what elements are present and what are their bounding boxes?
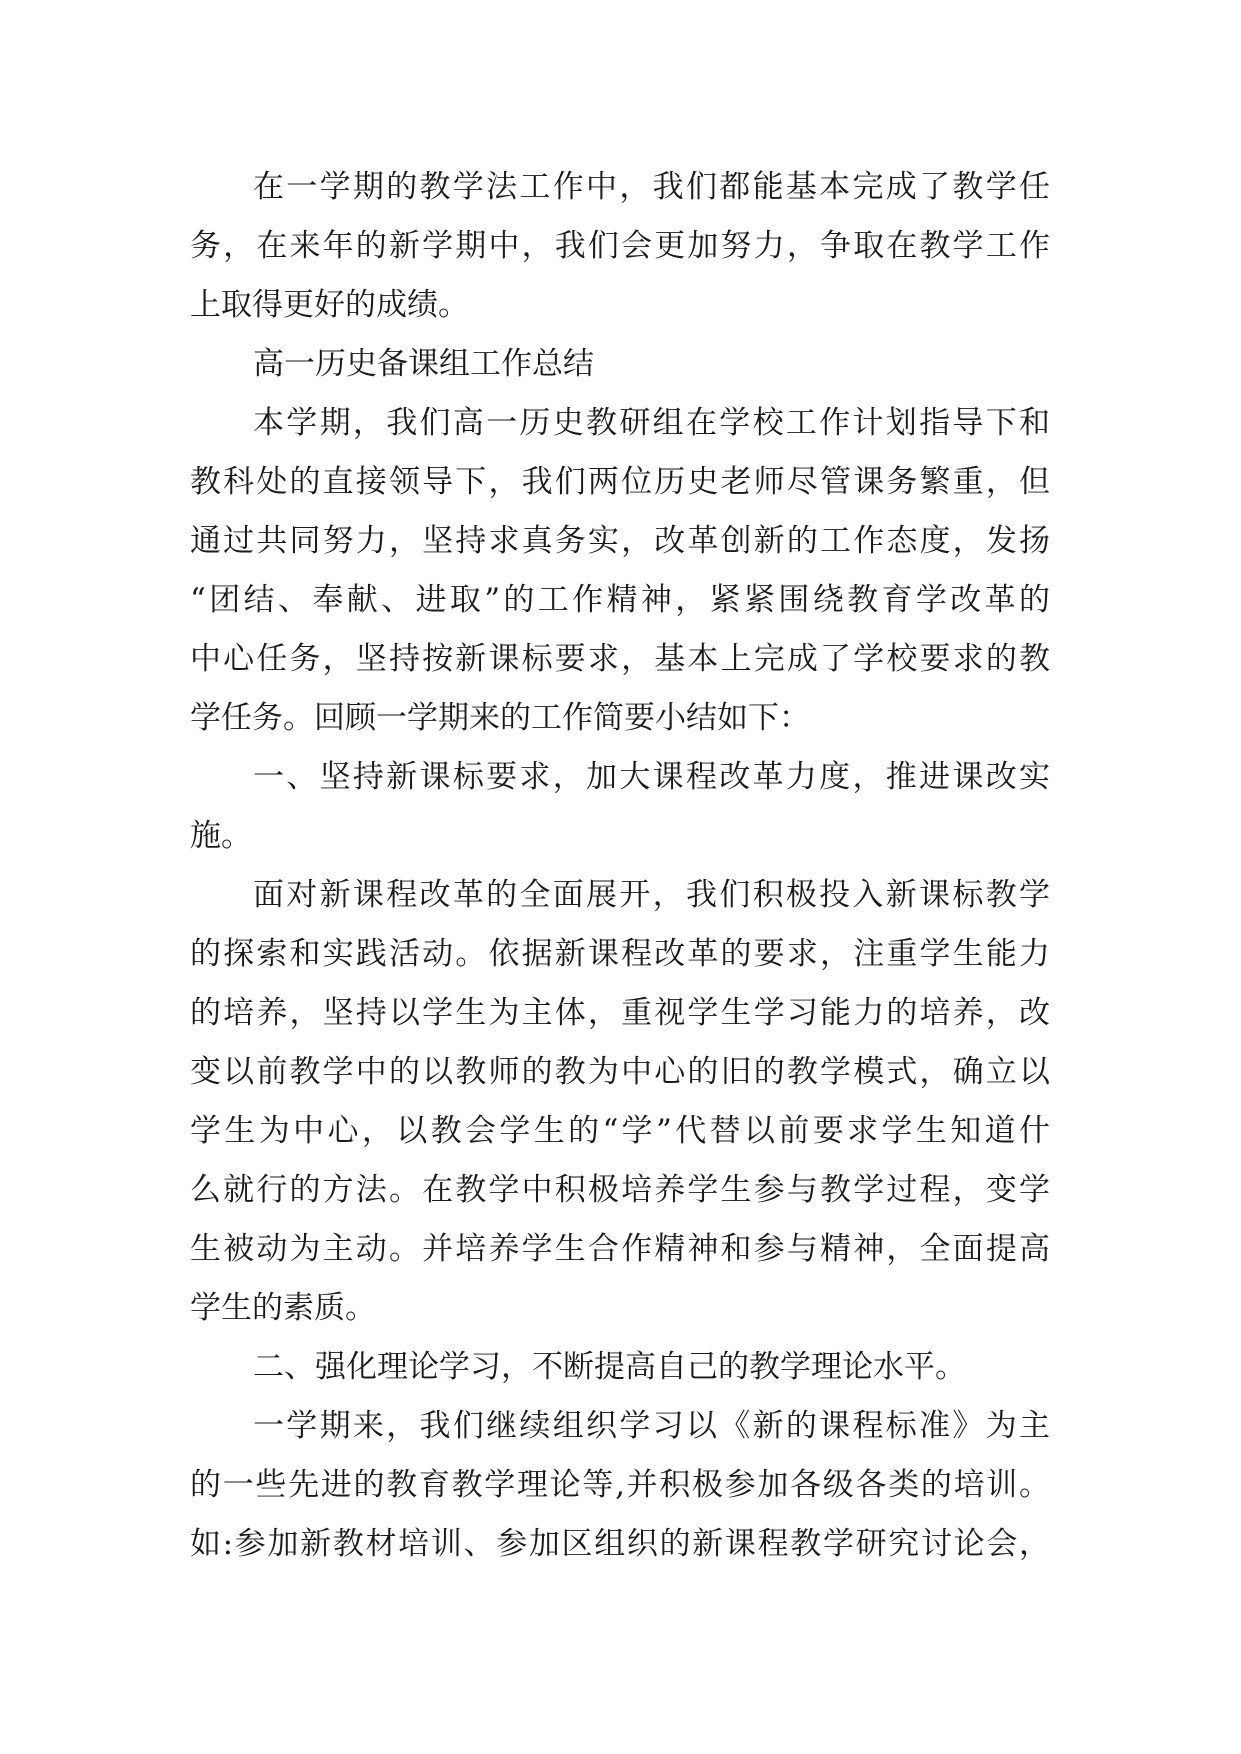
- text-line: 变以前教学中的以教师的教为中心的旧的教学模式，确立以: [190, 1054, 1050, 1090]
- text-line: 务，在来年的新学期中，我们会更加努力，争取在教学工作: [190, 228, 1050, 264]
- text-line: 通过共同努力，坚持求真务实，改革创新的工作态度，发扬: [190, 523, 1050, 559]
- text-line: 一学期来，我们继续组织学习以《新的课程标准》为主: [253, 1408, 1050, 1444]
- text-line: “团结、奉献、进取”的工作精神，紧紧围绕教育学改革的: [190, 582, 1050, 618]
- text-line: 么就行的方法。在教学中积极培养学生参与教学过程，变学: [190, 1172, 1050, 1208]
- text-line: 的一些先进的教育教学理论等,并积极参加各级各类的培训。: [190, 1467, 1050, 1503]
- text-line: 教科处的直接领导下，我们两位历史老师尽管课务繁重，但: [190, 464, 1050, 500]
- text-line: 生被动为主动。并培养学生合作精神和参与精神，全面提高: [190, 1231, 1050, 1267]
- text-line: 学生的素质。: [190, 1290, 376, 1326]
- text-line: 本学期，我们高一历史教研组在学校工作计划指导下和: [253, 405, 1050, 441]
- heading-one: 一、坚持新课标要求，加大课程改革力度，推进课改实: [253, 759, 1050, 795]
- text-line: 学任务。回顾一学期来的工作简要小结如下：: [190, 700, 810, 736]
- text-line: 施。: [190, 818, 252, 854]
- text-line: 学生为中心，以教会学生的“学”代替以前要求学生知道什: [190, 1113, 1050, 1149]
- section-title: 高一历史备课组工作总结: [253, 346, 594, 382]
- text-line: 上取得更好的成绩。: [190, 287, 469, 323]
- text-line: 的培养，坚持以学生为主体，重视学生学习能力的培养，改: [190, 995, 1050, 1031]
- text-line: 如:参加新教材培训、参加区组织的新课程教学研究讨论会，: [190, 1526, 1050, 1562]
- text-line: 的探索和实践活动。依据新课程改革的要求，注重学生能力: [190, 936, 1050, 972]
- document-body: [190, 158, 1050, 1574]
- heading-two: 二、强化理论学习，不断提高自己的教学理论水平。: [253, 1349, 966, 1385]
- text-line: 中心任务，坚持按新课标要求，基本上完成了学校要求的教: [190, 641, 1050, 677]
- text-line: 面对新课程改革的全面展开，我们积极投入新课标教学: [253, 877, 1050, 913]
- text-line: 在一学期的教学法工作中，我们都能基本完成了教学任: [253, 169, 1050, 205]
